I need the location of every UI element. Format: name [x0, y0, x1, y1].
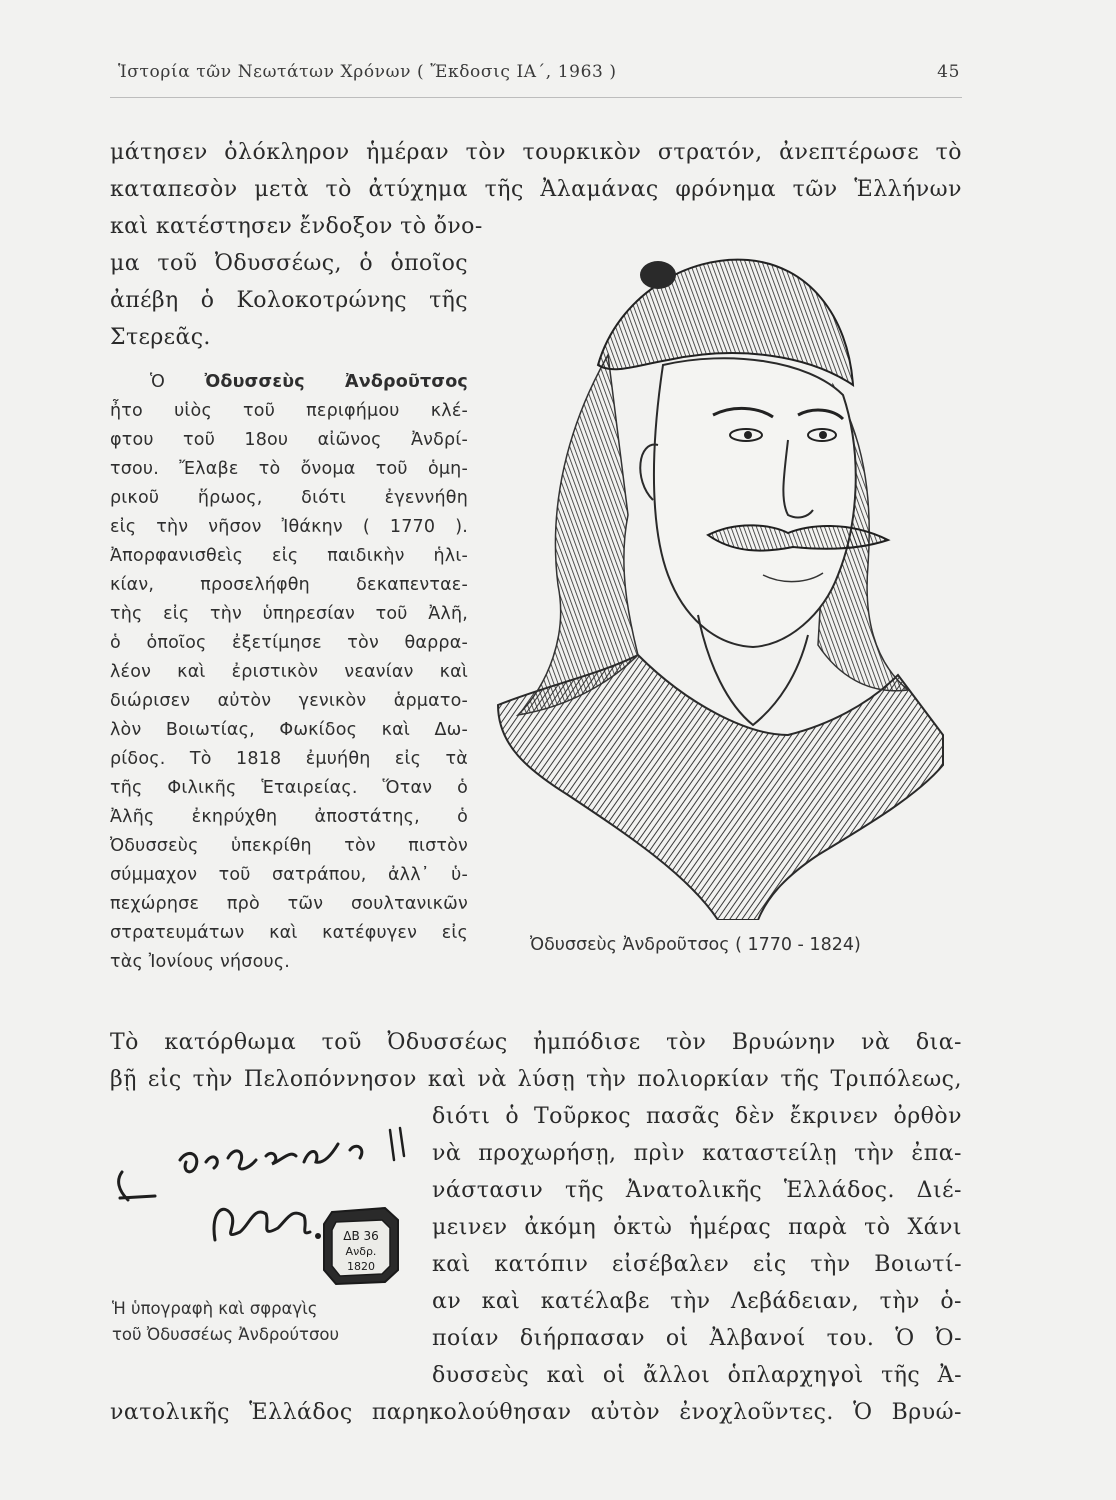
note-line: πεχώρησε πρὸ τῶν σουλτανικῶν: [110, 894, 468, 914]
note-heading-article: Ὁ: [150, 372, 166, 392]
note-line: φτου τοῦ 18ου αἰῶνος Ἀνδρί-: [110, 430, 468, 450]
text-line: μα τοῦ Ὀδυσσέως, ὁ ὁποῖος: [110, 251, 468, 276]
text-line: μάτησεν ὁλόκληρον ἡμέραν τὸν τουρκικὸν στρατόν, ἀνεπτέρωσε τὸ: [110, 140, 962, 165]
signature-caption-line: Ἡ ὑπογραφὴ καὶ σφραγὶς: [112, 1299, 318, 1318]
note-line: λὸν Βοιωτίας, Φωκίδος καὶ Δω-: [110, 720, 468, 740]
note-line: εἰς τὴν νῆσον Ἰθάκην ( 1770 ).: [110, 517, 468, 537]
text-line: νάστασιν τῆς Ἀνατολικῆς Ἑλλάδος. Διέ-: [432, 1178, 962, 1203]
text-line: καταπεσὸν μετὰ τὸ ἀτύχημα τῆς Ἀλαμάνας φρόνημα τῶν Ἑλλήνων: [110, 177, 962, 202]
note-line: τὴς εἰς τὴν ὑπηρεσίαν τοῦ Ἀλῆ,: [110, 604, 468, 624]
note-line: διώρισεν αὐτὸν γενικὸν ἁρματο-: [110, 691, 468, 711]
note-line: τσου. Ἔλαβε τὸ ὄνομα τοῦ ὁμη-: [110, 459, 468, 479]
note-line: τῆς Φιλικῆς Ἑταιρείας. Ὅταν ὁ: [110, 778, 468, 798]
text-line: ποίαν διήρπασαν οἱ Ἀλβανοί του. Ὁ Ὀ-: [432, 1326, 962, 1351]
text-line: καὶ κατέστησεν ἔνδοξον τὸ ὄνο-: [110, 214, 483, 239]
seal-line-2: Ανδρ.: [345, 1245, 377, 1258]
note-line: ἦτο υἱὸς τοῦ περιφήμου κλέ-: [110, 401, 468, 421]
note-line: ρίδος. Τὸ 1818 ἐμυήθη εἰς τὰ: [110, 749, 468, 769]
running-title: Ἱστορία τῶν Νεωτάτων Χρόνων ( Ἔκδοσις ΙΑ΄, 1963 ): [118, 62, 617, 82]
seal: [324, 1208, 398, 1284]
text-line: βῇ εἰς τὴν Πελοπόννησον καὶ νὰ λύσῃ τὴν πολιορκίαν τῆς Τριπόλεως,: [110, 1067, 962, 1092]
text-line: διότι ὁ Τοῦρκος πασᾶς δὲν ἔκρινεν ὀρθὸν: [432, 1104, 962, 1129]
seal-line-3: 1820: [347, 1260, 375, 1273]
page-number: 45: [937, 62, 960, 82]
text-line: δυσσεὺς καὶ οἱ ἄλλοι ὁπλαρχηγοὶ τῆς Ἀ-: [432, 1363, 962, 1388]
text-line: νὰ προχωρήσῃ, πρὶν καταστείλῃ τὴν ἐπα-: [432, 1141, 962, 1166]
note-line: στρατευμάτων καὶ κατέφυγεν εἰς: [110, 923, 468, 943]
note-line: σύμμαχον τοῦ σατράπου, ἀλλ᾿ ὑ-: [110, 865, 468, 885]
note-line: κίαν, προσελήφθη δεκαπενταε-: [110, 575, 468, 595]
header-rule: [110, 97, 962, 98]
seal-line-1: ΔΒ 36: [343, 1229, 379, 1243]
text-line: Στερεᾶς.: [110, 325, 211, 350]
text-line: Τὸ κατόρθωμα τοῦ Ὀδυσσέως ἠμπόδισε τὸν Βρυώνην νὰ δια-: [110, 1030, 962, 1055]
note-line: Ἀπορφανισθεὶς εἰς παιδικὴν ἡλι-: [110, 546, 468, 566]
signature-caption-line: τοῦ Ὀδυσσέως Ἀνδρούτσου: [112, 1325, 340, 1344]
note-line: λέον καὶ ἐριστικὸν νεανίαν καὶ: [110, 662, 468, 682]
signature-and-seal: [110, 1120, 410, 1295]
text-line: μεινεν ἀκόμη ὀκτὼ ἡμέρας παρὰ τὸ Χάνι: [432, 1215, 962, 1240]
note-heading: [110, 372, 468, 392]
note-line: ρικοῦ ἥρωος, διότι ἐγεννήθη: [110, 488, 468, 508]
text-line: καὶ κατόπιν εἰσέβαλεν εἰς τὴν Βοιωτί-: [432, 1252, 962, 1277]
text-line: νατολικῆς Ἑλλάδος παρηκολούθησαν αὐτὸν ἐνοχλοῦντες. Ὁ Βρυώ-: [110, 1400, 962, 1425]
note-line: ὁ ὁποῖος ἐξετίμησε τὸν θαρρα-: [110, 633, 468, 653]
note-line: Ἀλῆς ἐκηρύχθη ἀποστάτης, ὁ: [110, 807, 468, 827]
running-header: [118, 62, 960, 82]
text-line: ἀπέβη ὁ Κολοκοτρώνης τῆς: [110, 288, 468, 313]
note-line: τὰς Ἰονίους νήσους.: [110, 952, 291, 972]
portrait-caption: Ὀδυσσεὺς Ἀνδροῦτσος ( 1770 - 1824): [530, 935, 861, 955]
note-heading-name: Ὀδυσσεὺς Ἀνδροῦτσος: [204, 372, 469, 392]
note-line: Ὀδυσσεὺς ὑπεκρίθη τὸν πιστὸν: [110, 836, 468, 856]
portrait-engraving: [488, 235, 950, 920]
text-line: αν καὶ κατέλαβε τὴν Λεβάδειαν, τὴν ὁ-: [432, 1289, 962, 1314]
